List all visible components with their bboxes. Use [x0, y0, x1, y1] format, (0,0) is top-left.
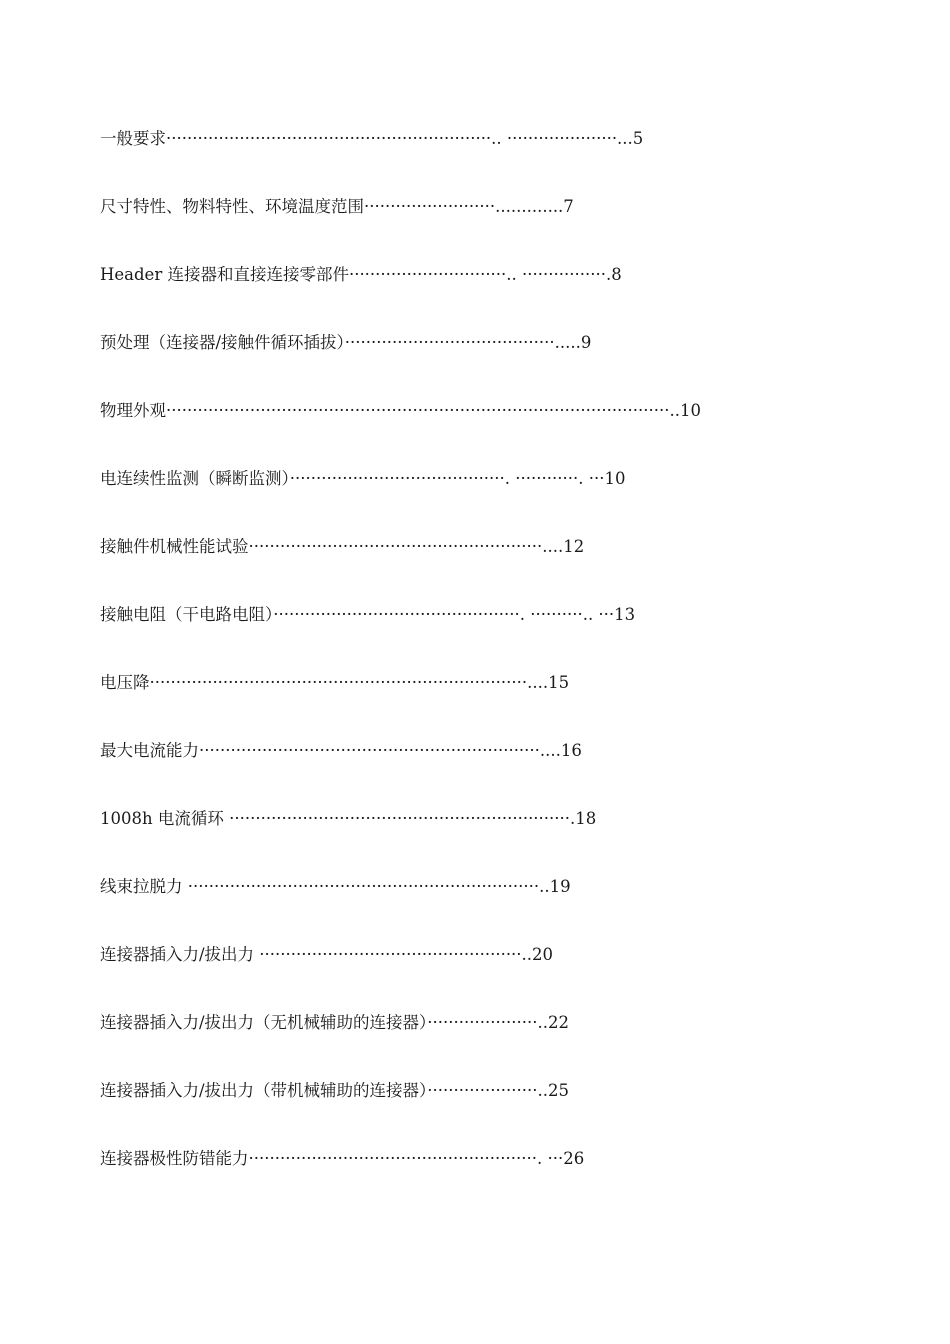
toc-entry-header-connectors[interactable]: [100, 262, 860, 330]
toc-entry-text: 一般要求······························································.. ·····················...5: [100, 129, 644, 148]
toc-entry-text: 物理外观································································································..10: [100, 401, 701, 420]
toc-entry-insertion-extraction[interactable]: [100, 942, 860, 1010]
toc-entry-continuity-monitoring[interactable]: [100, 466, 860, 534]
toc-entry-text: 连接器插入力/拔出力（带机械辅助的连接器）·····················..25: [100, 1081, 569, 1100]
toc-entry-text: 最大电流能力·································································....16: [100, 741, 582, 760]
toc-entry-text: 1008h 电流循环 ·································································.18: [100, 809, 597, 828]
toc-entry-text: 接触件机械性能试验························································....12: [100, 537, 585, 556]
toc-entry-contact-resistance[interactable]: [100, 602, 860, 670]
toc-entry-text: 连接器极性防错能力·······················································. ···26: [100, 1149, 585, 1168]
toc-entry-dimensions-materials-temperature[interactable]: [100, 194, 860, 262]
toc-entry-text: 尺寸特性、物料特性、环境温度范围·························.............7: [100, 197, 574, 216]
toc-entry-text: 线束拉脱力 ···································································..19: [100, 877, 571, 896]
toc-entry-text: 预处理（连接器/接触件循环插拔）········································.....9: [100, 333, 592, 352]
toc-entry-text: 电压降········································································....15: [100, 673, 570, 692]
toc-entry-physical-appearance[interactable]: [100, 398, 860, 466]
toc-entry-preconditioning[interactable]: [100, 330, 860, 398]
table-of-contents: [100, 126, 860, 1214]
toc-entry-wire-pullout[interactable]: [100, 874, 860, 942]
toc-entry-text: Header 连接器和直接连接零部件······························.. ················.8: [100, 265, 622, 284]
toc-entry-max-current[interactable]: [100, 738, 860, 806]
toc-entry-contact-mechanical-tests[interactable]: [100, 534, 860, 602]
toc-entry-text: 连接器插入力/拔出力（无机械辅助的连接器）·····················..22: [100, 1013, 569, 1032]
toc-entry-polarization[interactable]: [100, 1146, 860, 1214]
toc-entry-insertion-extraction-unassisted[interactable]: [100, 1010, 860, 1078]
toc-entry-text: 连接器插入力/拔出力 ··················································..20: [100, 945, 554, 964]
toc-entry-text: 接触电阻（干电路电阻）···············································. ··········.. ···13: [100, 605, 636, 624]
toc-entry-voltage-drop[interactable]: [100, 670, 860, 738]
toc-entry-text: 电连续性监测（瞬断监测）·········································. ············. ···10: [100, 469, 626, 488]
toc-entry-insertion-extraction-assisted[interactable]: [100, 1078, 860, 1146]
toc-entry-general-requirements[interactable]: [100, 126, 860, 194]
toc-entry-current-cycling[interactable]: [100, 806, 860, 874]
